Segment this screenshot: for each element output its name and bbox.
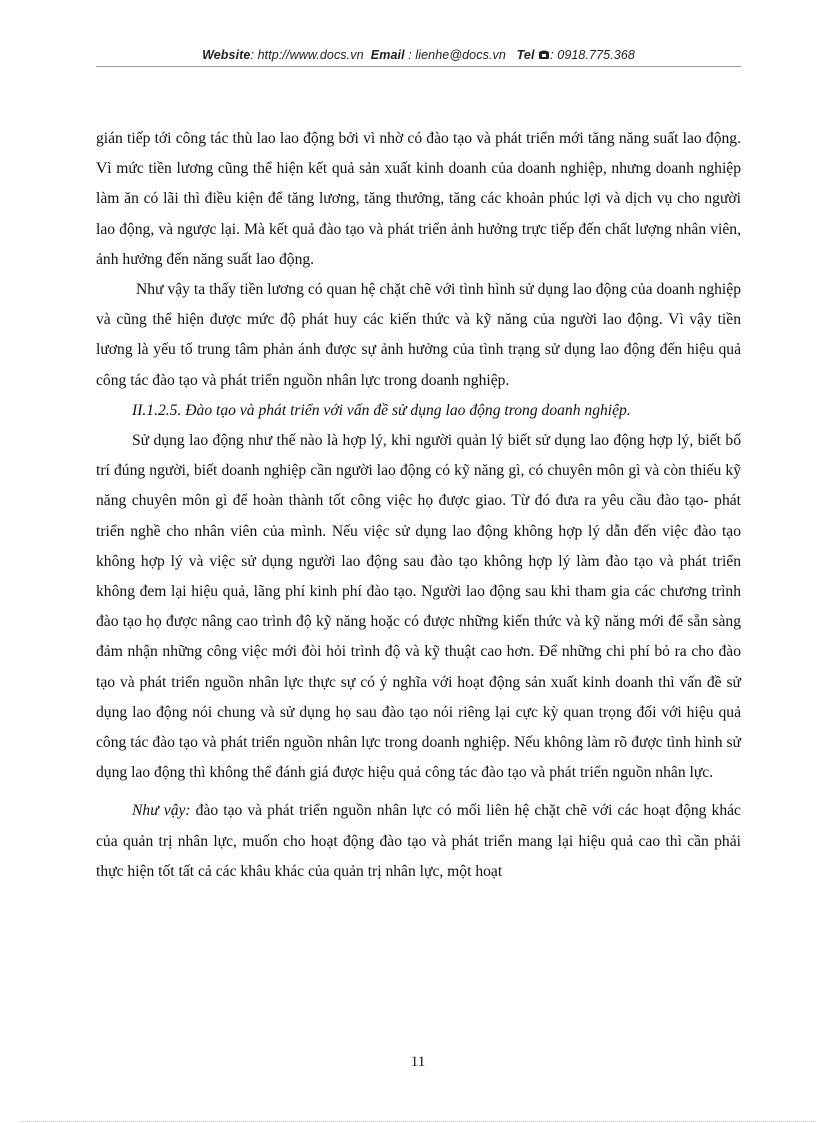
phone-icon	[538, 49, 550, 63]
email-value: : lienhe@docs.vn	[408, 48, 506, 62]
website-label: Website	[202, 48, 251, 62]
footer-divider	[20, 1121, 816, 1122]
page-number: 11	[410, 1054, 426, 1070]
paragraph-4-text: đào tạo và phát triển nguồn nhân lực có mối liên hệ chặt chẽ với các hoạt động khác của quản trị nhân lực, muốn cho hoạt động đào tạo và phát triển mang lại hiệu quả cao thì cần phải thực hiện tốt tất cả các khâu khác của quản trị nhân lực, một hoạt	[96, 802, 741, 880]
email-label: Email	[370, 48, 405, 62]
document-body	[96, 124, 741, 887]
section-heading: II.1.2.5. Đào tạo và phát triển với vấn đề sử dụng lao động trong doanh nghiệp.	[132, 401, 631, 419]
header-divider	[96, 66, 741, 67]
paragraph-2: Như vậy ta thấy tiền lương có quan hệ chặt chẽ với tình hình sử dụng lao động của doanh nghiệp và cũng thể hiện được mức độ phát huy các kiến thức và kỹ năng của người lao động. Vì vậy tiền lương là yếu tố trung tâm phản ánh được sự ảnh hưởng của tình trạng sử dụng lao động đến hiệu quả công tác đào tạo và phát triển nguồn nhân lực trong doanh nghiệp.	[96, 281, 741, 389]
tel-value: : 0918.775.368	[550, 48, 635, 62]
website-value: : http://www.docs.vn	[250, 48, 364, 62]
tel-label: Tel	[516, 48, 535, 62]
paragraph-4-lead: Như vậy:	[132, 802, 191, 820]
paragraph-3: Sử dụng lao động như thế nào là hợp lý, khi người quản lý biết sử dụng lao động hợp lý, biết bố trí đúng người, biết doanh nghiệp cần người lao động có kỹ năng gì, có chuyên môn gì và còn thiếu kỹ năng chuyên môn gì để hoàn thành tốt công việc họ được giao. Từ đó đưa ra yêu cầu đào tạo- phát triển nghề cho nhân viên của mình. Nếu việc sử dụng lao động không hợp lý dẫn đến việc đào tạo không hợp lý và việc sử dụng người lao động sau đào tạo không hợp lý làm đào tạo và phát triển không đem lại hiệu quả, lãng phí kinh phí đào tạo. Người lao động sau khi tham gia các chương trình đào tạo họ được nâng cao trình độ kỹ năng hoặc có được những kiến thức và kỹ năng mới để sẵn sàng đảm nhận những công việc mới đòi hỏi trình độ và kỹ thuật cao hơn. Để những chi phí bỏ ra cho đào tạo và phát triển nguồn nhân lực thực sự có ý nghĩa với hoạt động sản xuất kinh doanh thì vấn đề sử dụng lao động nói chung và sử dụng họ sau đào tạo nói riêng lại cực kỳ quan trọng đối với hiệu quả công tác đào tạo và phát triển nguồn nhân lực trong doanh nghiệp. Nếu không làm rõ được tình hình sử dụng lao động thì không thể đánh giá được hiệu quả công tác đào tạo và phát triển nguồn nhân lực.	[96, 432, 741, 782]
page-header	[96, 48, 741, 63]
paragraph-4	[96, 796, 741, 887]
paragraph-1: gián tiếp tới công tác thù lao lao động bởi vì nhờ có đào tạo và phát triển mới tăng năng suất lao động. Vì mức tiền lương cũng thể hiện kết quả sản xuất kinh doanh của doanh nghiệp, nhưng doanh nghiệp làm ăn có lãi thì điều kiện để tăng lương, tăng thưởng, tăng các khoản phúc lợi và dịch vụ cho người lao động, và ngược lại. Mà kết quả đào tạo và phát triển ảnh hưởng trực tiếp đến chất lượng nhân viên, ảnh hưởng đến năng suất lao động.	[96, 130, 741, 268]
